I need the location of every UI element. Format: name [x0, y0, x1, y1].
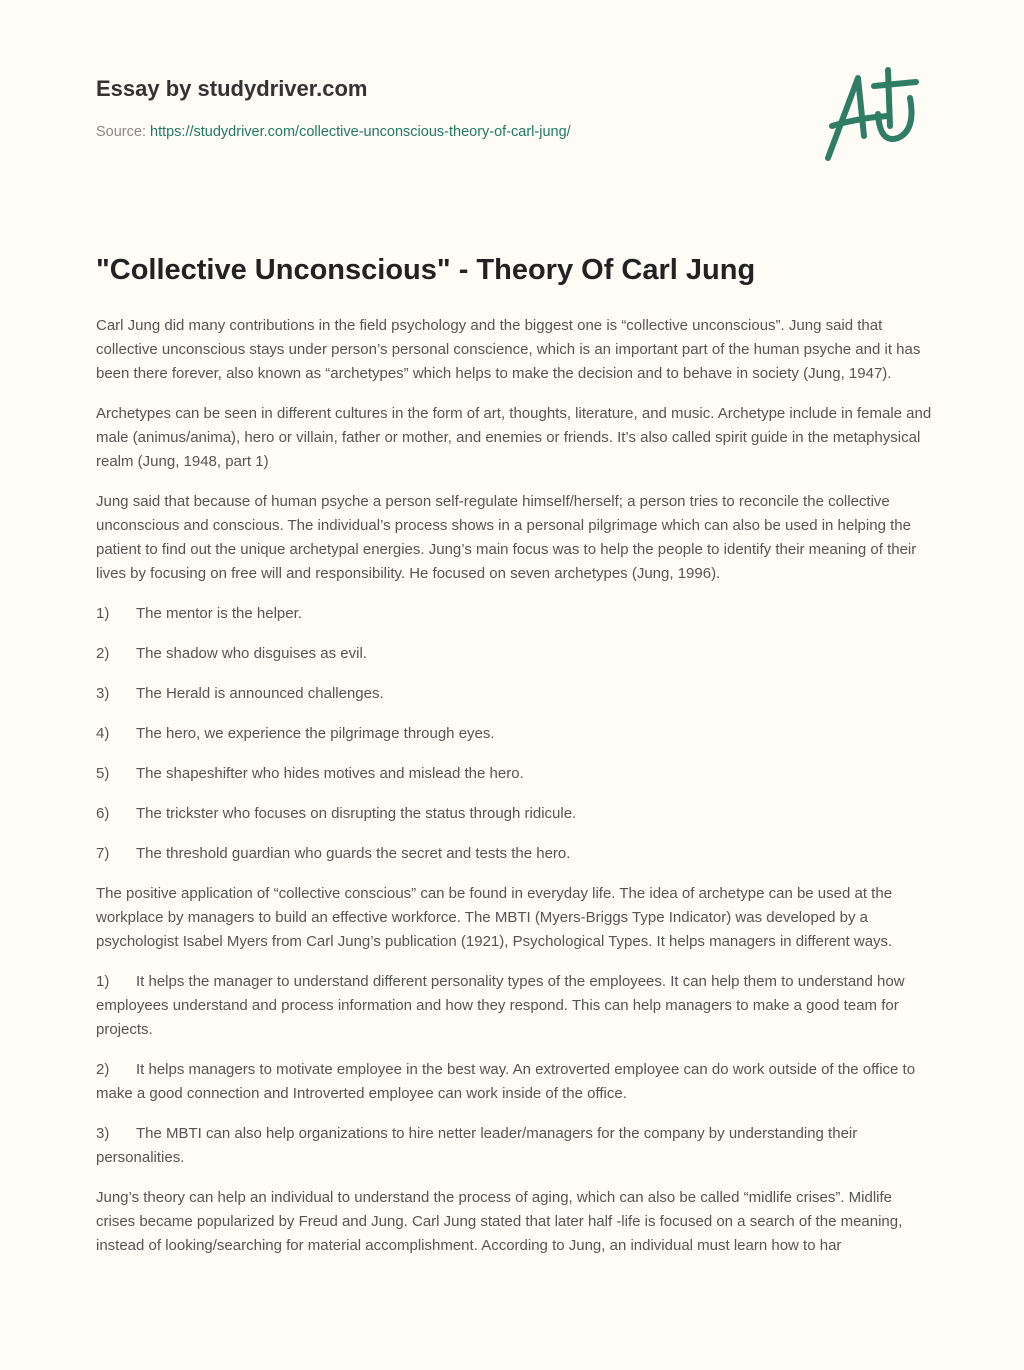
- list-number: 6): [96, 805, 110, 822]
- list-text: It helps the manager to understand different personality types of the employees. It can help them to understand how employees understand and process information and how they respond. This can help managers to make a good team for projects.: [96, 973, 905, 1038]
- list-number: 1): [96, 605, 110, 622]
- list-number: 2): [96, 645, 110, 662]
- list-item: [96, 722, 932, 746]
- list-item: [96, 762, 932, 786]
- list-text: The threshold guardian who guards the secret and tests the hero.: [136, 845, 571, 862]
- site-brand: Essay by studydriver.com: [96, 76, 368, 101]
- list-item: [96, 970, 932, 1042]
- list-text: The hero, we experience the pilgrimage through eyes.: [136, 725, 495, 742]
- list-text: The mentor is the helper.: [136, 605, 302, 622]
- source-line: [96, 124, 571, 140]
- a-plus-logo-icon: [818, 66, 928, 166]
- paragraph: Carl Jung did many contributions in the field psychology and the biggest one is “collective unconscious”. Jung said that collective unconscious stays under person’s personal conscience, which is an important part of the human psyche and it has been there forever, also known as “archetypes” which helps to make the decision and to behave in society (Jung, 1947).: [96, 317, 921, 382]
- list-number: 5): [96, 765, 110, 782]
- essay-title: "Collective Unconscious" - Theory Of Carl Jung: [96, 254, 756, 286]
- paragraph: Jung’s theory can help an individual to understand the process of aging, which can also be called “midlife crises”. Midlife crises became popularized by Freud and Jung. Carl Jung stated that later half -life is focused on a search of the meaning, instead of looking/searching for material accomplishment. According to Jung, an individual must learn how to har: [96, 1189, 903, 1254]
- list-text: It helps managers to motivate employee in the best way. An extroverted employee can do work outside of the office to make a good connection and Introverted employee can work inside of the office.: [96, 1061, 916, 1102]
- list-item: [96, 842, 932, 866]
- list-item: [96, 682, 932, 706]
- source-link[interactable]: https://studydriver.com/collective-unconscious-theory-of-carl-jung/: [150, 124, 571, 140]
- list-text: The Herald is announced challenges.: [136, 685, 384, 702]
- paragraph: The positive application of “collective conscious” can be found in everyday life. The idea of archetype can be used at the workplace by managers to build an effective workforce. The MBTI (Myers-Briggs Type Indicator) was developed by a psychologist Isabel Myers from Carl Jung’s publication (1921), Psychological Types. It helps managers in different ways.: [96, 885, 893, 950]
- list-item: [96, 802, 932, 826]
- list-number: 3): [96, 685, 110, 702]
- essay-body: [96, 314, 932, 1274]
- list-item: [96, 1122, 932, 1170]
- list-number: 1): [96, 973, 110, 990]
- list-item: [96, 1058, 932, 1106]
- list-text: The shapeshifter who hides motives and mislead the hero.: [136, 765, 524, 782]
- list-text: The MBTI can also help organizations to hire netter leader/managers for the company by understanding their personalities.: [96, 1125, 858, 1166]
- list-item: [96, 642, 932, 666]
- list-text: The shadow who disguises as evil.: [136, 645, 367, 662]
- list-item: [96, 602, 932, 626]
- list-number: 3): [96, 1125, 110, 1142]
- list-number: 7): [96, 845, 110, 862]
- source-label: Source:: [96, 124, 150, 140]
- list-number: 4): [96, 725, 110, 742]
- paragraph: Jung said that because of human psyche a person self-regulate himself/herself; a person tries to reconcile the collective unconscious and conscious. The individual’s process shows in a personal pilgrimage which can also be used in helping the patient to find out the unique archetypal energies. Jung’s main focus was to help the people to identify their meaning of their lives by focusing on free will and responsibility. He focused on seven archetypes (Jung, 1996).: [96, 493, 917, 582]
- list-number: 2): [96, 1061, 110, 1078]
- paragraph: Archetypes can be seen in different cultures in the form of art, thoughts, literature, and music. Archetype include in female and male (animus/anima), hero or villain, father or mother, and enemies or friends. It’s also called spirit guide in the metaphysical realm (Jung, 1948, part 1): [96, 405, 932, 470]
- list-text: The trickster who focuses on disrupting the status through ridicule.: [136, 805, 577, 822]
